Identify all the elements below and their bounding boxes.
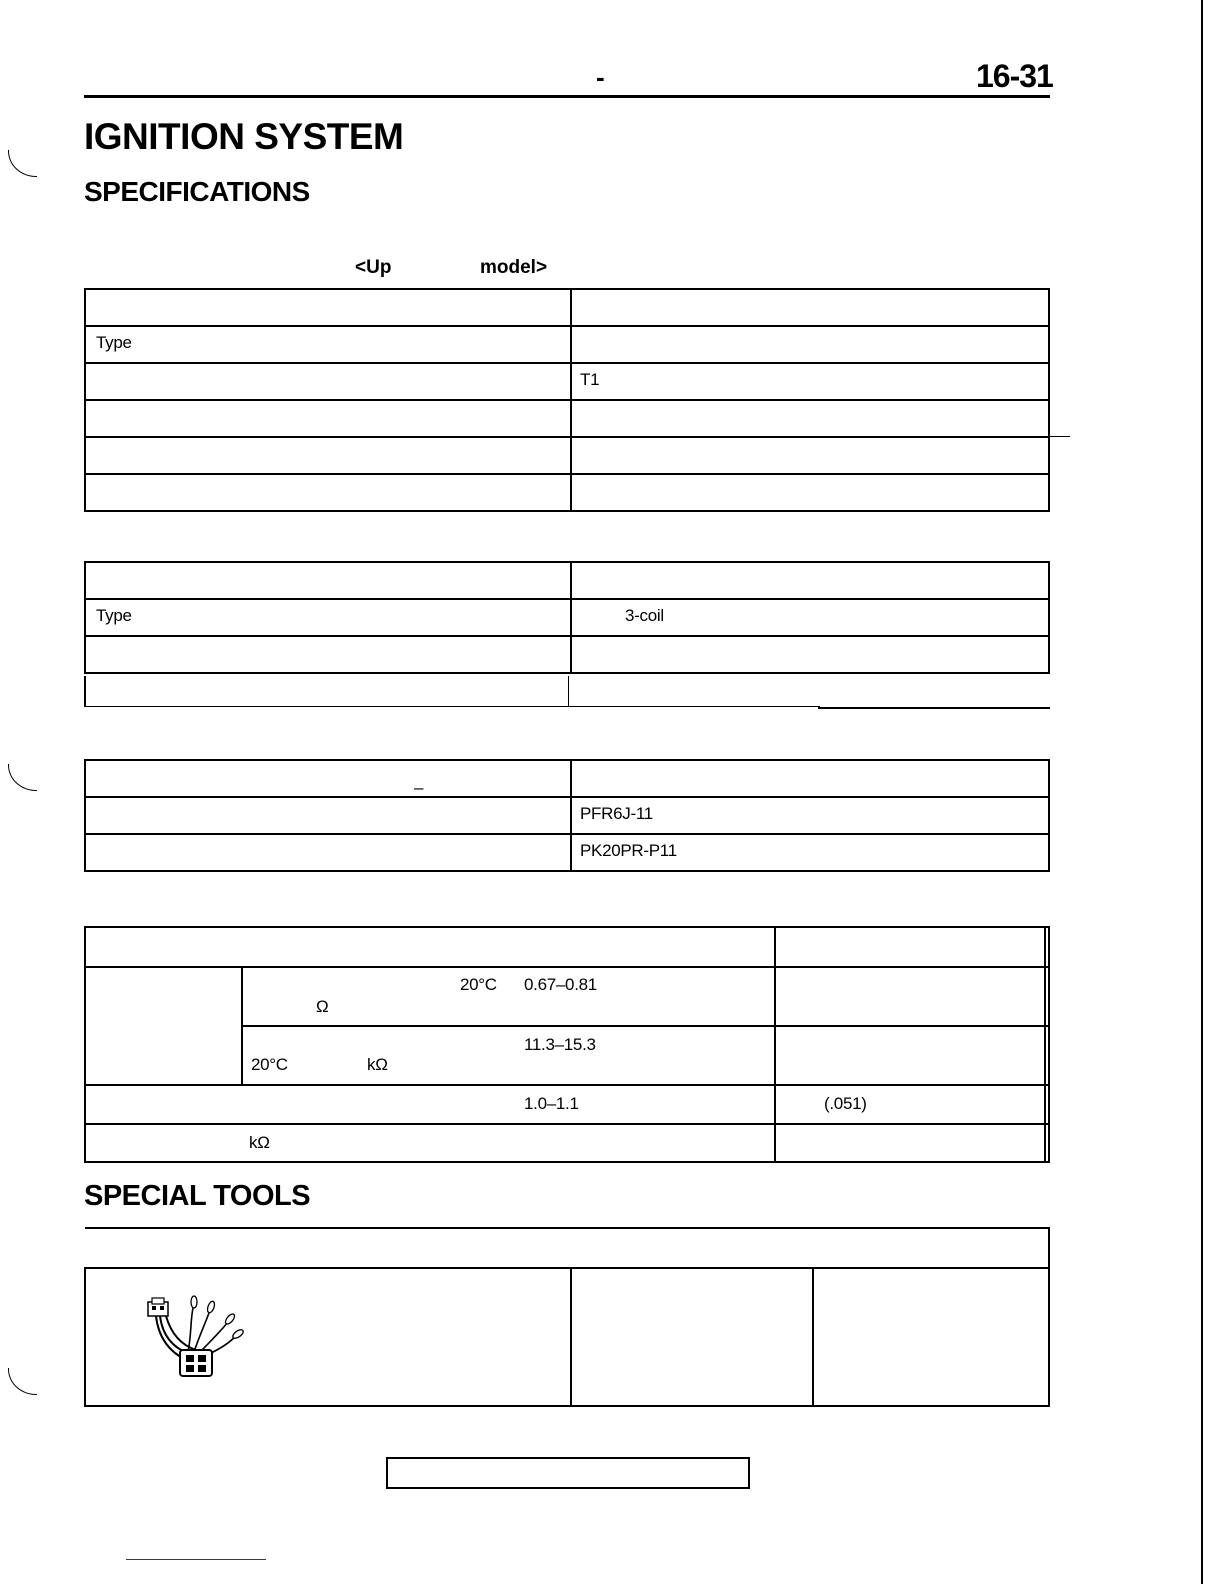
table4-gap-value-in: (.051) — [824, 1094, 867, 1113]
spec-table-3 — [84, 759, 1050, 872]
footer-short-line — [126, 1559, 266, 1560]
table1-type-label: Type — [96, 333, 132, 352]
footer-box — [386, 1457, 750, 1489]
table4-secondary-value: 11.3–15.3 — [524, 1035, 596, 1054]
header-dash: - — [596, 62, 605, 92]
table1-caption-b: model> — [480, 257, 548, 278]
table1-row2-value: T1 — [580, 370, 600, 389]
binding-line — [1201, 0, 1203, 1584]
table2-type-value: 3-coil — [625, 606, 664, 625]
table4-secondary-unit: kΩ — [367, 1055, 388, 1074]
table1-stray-mark — [1050, 436, 1070, 437]
specifications-heading: SPECIFICATIONS — [84, 176, 310, 207]
table4-secondary-temp: 20°C — [251, 1055, 288, 1074]
table2-type-label: Type — [96, 606, 132, 625]
table2-tail-bottom-right — [818, 707, 1050, 709]
table2-tail-mid — [568, 676, 569, 706]
table3-header-dash: – — [414, 778, 424, 797]
table4-primary-value: 0.67–0.81 — [524, 975, 597, 994]
section-title: IGNITION SYSTEM — [84, 116, 404, 157]
table2-tail-left — [84, 676, 86, 706]
margin-mark — [8, 764, 37, 791]
table3-row1-value: PFR6J-11 — [580, 804, 653, 823]
table4-primary-unit: Ω — [316, 997, 329, 1016]
page-number: 16-31 — [976, 58, 1053, 94]
margin-mark — [8, 150, 37, 177]
table4-resistance-unit: kΩ — [249, 1133, 270, 1152]
table4-primary-temp: 20°C — [460, 975, 497, 994]
table1-caption-a: <Up — [355, 257, 392, 278]
margin-mark — [8, 1368, 37, 1395]
spec-table-2 — [84, 561, 1050, 674]
table2-tail-bottom — [84, 706, 820, 707]
header-rule — [84, 95, 1050, 98]
harness-connector-icon — [140, 1292, 250, 1382]
special-tools-heading: SPECIAL TOOLS — [84, 1180, 311, 1212]
table3-row2-value: PK20PR-P11 — [580, 841, 677, 860]
table4-gap-value: 1.0–1.1 — [524, 1094, 579, 1113]
spec-table-1 — [84, 288, 1050, 512]
